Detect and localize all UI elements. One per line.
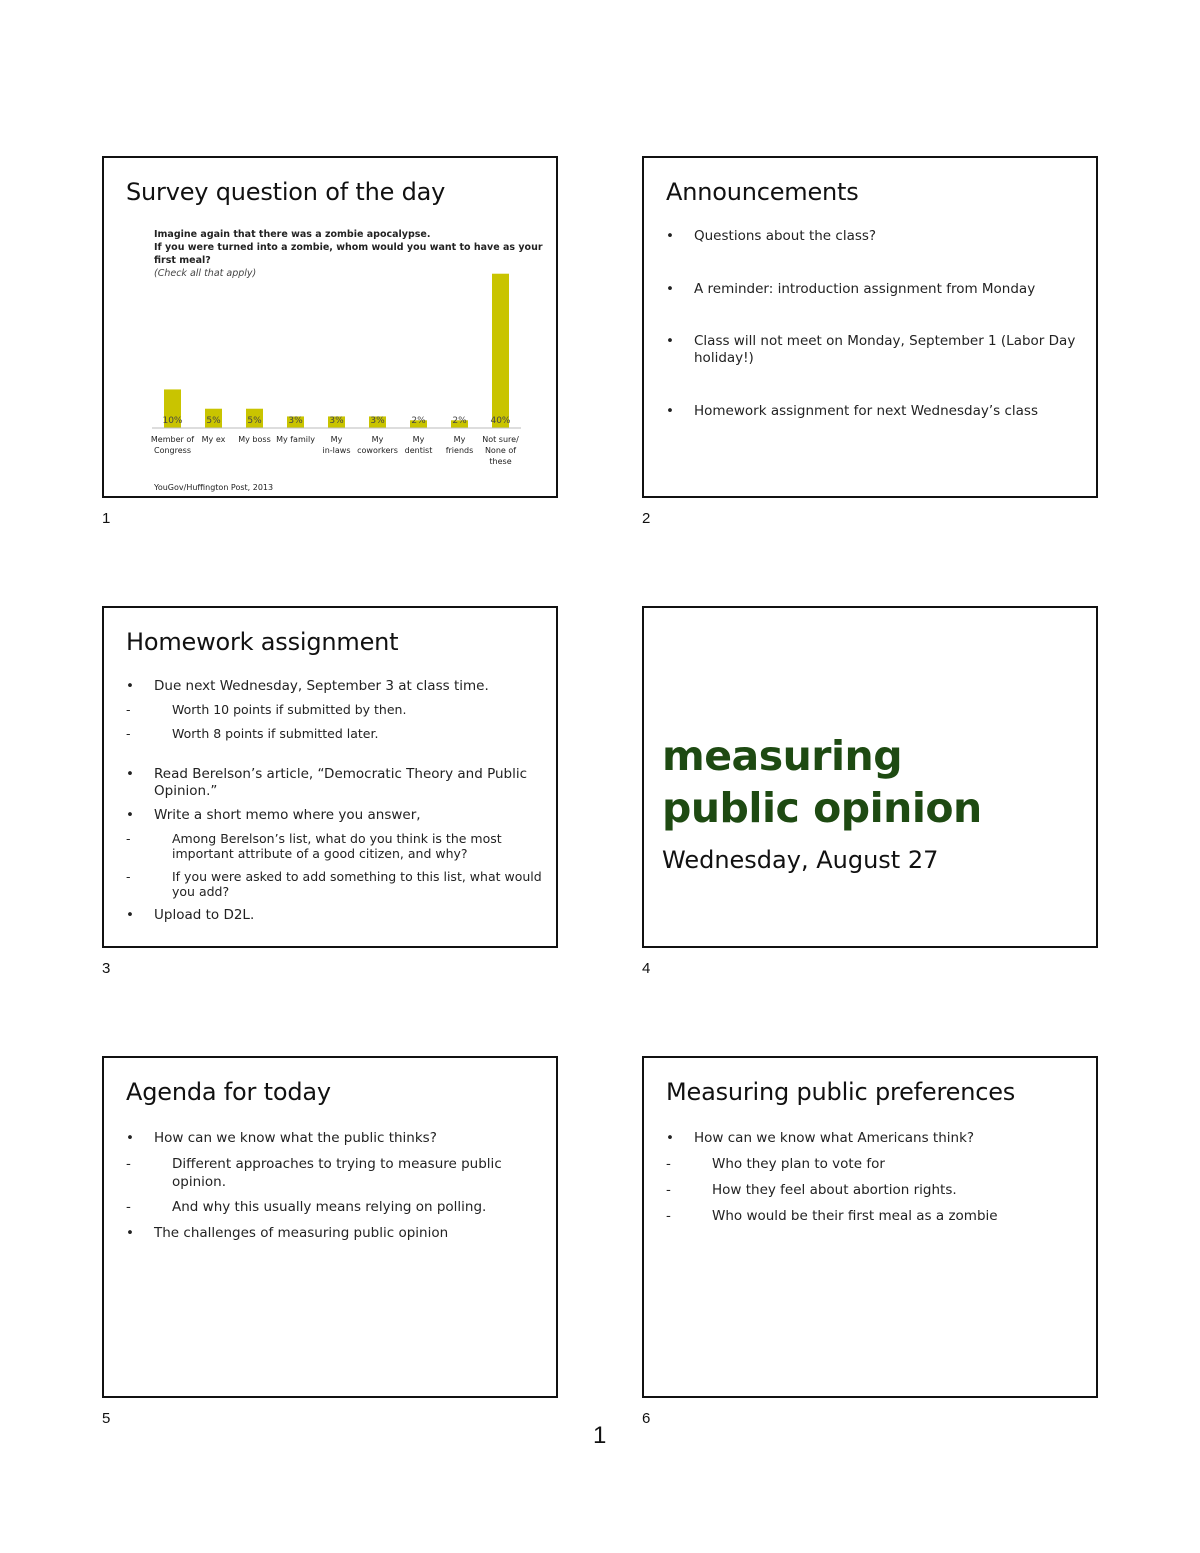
list-item: • How can we know what the public thinks? [126, 1130, 437, 1146]
list-item: • The challenges of measuring public opinion [126, 1225, 449, 1241]
bar-value-label: 2% [411, 416, 426, 426]
question-note: (Check all that apply) [154, 268, 257, 279]
category-label: Not sure/ None of these [482, 435, 519, 466]
title-line-1: measuring [662, 732, 903, 780]
bar-value-label: 3% [288, 416, 303, 426]
title-slide-heading [662, 730, 982, 834]
category-label: My family [276, 435, 315, 444]
bullet-icon: • [666, 281, 674, 297]
list-item: • Questions about the class? [666, 228, 877, 244]
bar-value-label: 10% [162, 416, 183, 426]
bullet-icon: • [126, 907, 134, 923]
slide-3 [102, 606, 558, 948]
agenda-list [126, 1130, 542, 1242]
question-line-1: Imagine again that there was a zombie apocalypse. [154, 229, 431, 240]
dash-icon: - [126, 726, 131, 741]
preferences-list [666, 1130, 1082, 1225]
slide-2 [642, 156, 1098, 498]
list-item: • Homework assignment for next Wednesday’s class [666, 403, 1038, 419]
bullet-icon: • [666, 333, 674, 349]
category-label: Member of Congress [150, 435, 195, 455]
category-label: My dentist [404, 435, 433, 455]
bar [492, 274, 509, 428]
dash-icon: - [666, 1208, 671, 1224]
announcement-list [666, 228, 1082, 420]
category-label: My friends [445, 435, 474, 455]
dash-icon: - [126, 702, 131, 717]
list-item: - Who they plan to vote for [666, 1156, 885, 1172]
list-item: • Class will not meet on Monday, September 1 (Labor Day holiday!) [666, 333, 1076, 366]
category-label: My ex [201, 435, 226, 444]
dash-icon: - [126, 1156, 131, 1172]
list-item: - If you were asked to add something to this list, what would you add? [126, 869, 542, 899]
list-item: • Read Berelson’s article, “Democratic Theory and Public Opinion.” [126, 766, 528, 799]
slide-title: Homework assignment [126, 628, 399, 656]
list-item: - Worth 8 points if submitted later. [126, 726, 379, 741]
bar-value-label: 5% [206, 416, 221, 426]
page-number: 1 [593, 1422, 607, 1449]
category-label: My boss [238, 435, 271, 444]
category-label: My coworkers [357, 435, 398, 455]
slide-number: 5 [102, 1410, 111, 1427]
bullet-icon: • [666, 228, 674, 244]
list-item: • How can we know what Americans think? [666, 1130, 975, 1146]
bar-value-label: 5% [247, 416, 262, 426]
slide-number: 6 [642, 1410, 651, 1427]
slide-number: 4 [642, 960, 651, 977]
dash-icon: - [666, 1156, 671, 1172]
list-item: - Among Berelson’s list, what do you think is the most important attribute of a good citizen, and why? [126, 831, 502, 861]
slide-5 [102, 1056, 558, 1398]
bar-chart [104, 158, 556, 496]
bullet-icon: • [126, 678, 134, 694]
list-item: - Who would be their first meal as a zombie [666, 1208, 998, 1224]
title-line-2: public opinion [662, 784, 982, 832]
slide-title: Measuring public preferences [666, 1078, 1016, 1106]
chart-source: YouGov/Huffington Post, 2013 [154, 483, 274, 492]
dash-icon: - [126, 869, 131, 884]
bullet-icon: • [126, 766, 134, 782]
slide-title: Announcements [666, 178, 859, 206]
list-item: - Different approaches to trying to measure public opinion. [126, 1156, 502, 1190]
slide-number: 2 [642, 510, 651, 527]
list-item: • Write a short memo where you answer, [126, 807, 421, 823]
bullet-icon: • [666, 403, 674, 419]
slide-title: Agenda for today [126, 1078, 331, 1106]
bar-value-label: 3% [370, 416, 385, 426]
bullet-icon: • [666, 1130, 674, 1146]
slide-4 [642, 606, 1098, 948]
dash-icon: - [126, 831, 131, 846]
title-slide-date: Wednesday, August 27 [662, 846, 939, 874]
category-label: My in-laws [322, 435, 351, 455]
list-item: - How they feel about abortion rights. [666, 1182, 957, 1198]
bar-value-label: 40% [490, 416, 511, 426]
slide-1 [102, 156, 558, 498]
slide-6 [642, 1056, 1098, 1398]
slide-number: 1 [102, 510, 111, 527]
homework-list [126, 678, 542, 924]
bullet-icon: • [126, 1225, 134, 1241]
list-item: • A reminder: introduction assignment from Monday [666, 281, 1036, 297]
slide-number: 3 [102, 960, 111, 977]
bar-value-label: 3% [329, 416, 344, 426]
dash-icon: - [666, 1182, 671, 1198]
list-item: • Due next Wednesday, September 3 at class time. [126, 678, 489, 694]
bullet-icon: • [126, 1130, 134, 1146]
list-item: - Worth 10 points if submitted by then. [126, 702, 407, 717]
list-item: - And why this usually means relying on polling. [126, 1199, 487, 1215]
bullet-icon: • [126, 807, 134, 823]
slide-title: Survey question of the day [126, 178, 446, 206]
question-line-2: If you were turned into a zombie, whom would you want to have as your first meal? [154, 242, 543, 266]
dash-icon: - [126, 1199, 131, 1215]
bar-value-label: 2% [452, 416, 467, 426]
list-item: • Upload to D2L. [126, 907, 255, 923]
